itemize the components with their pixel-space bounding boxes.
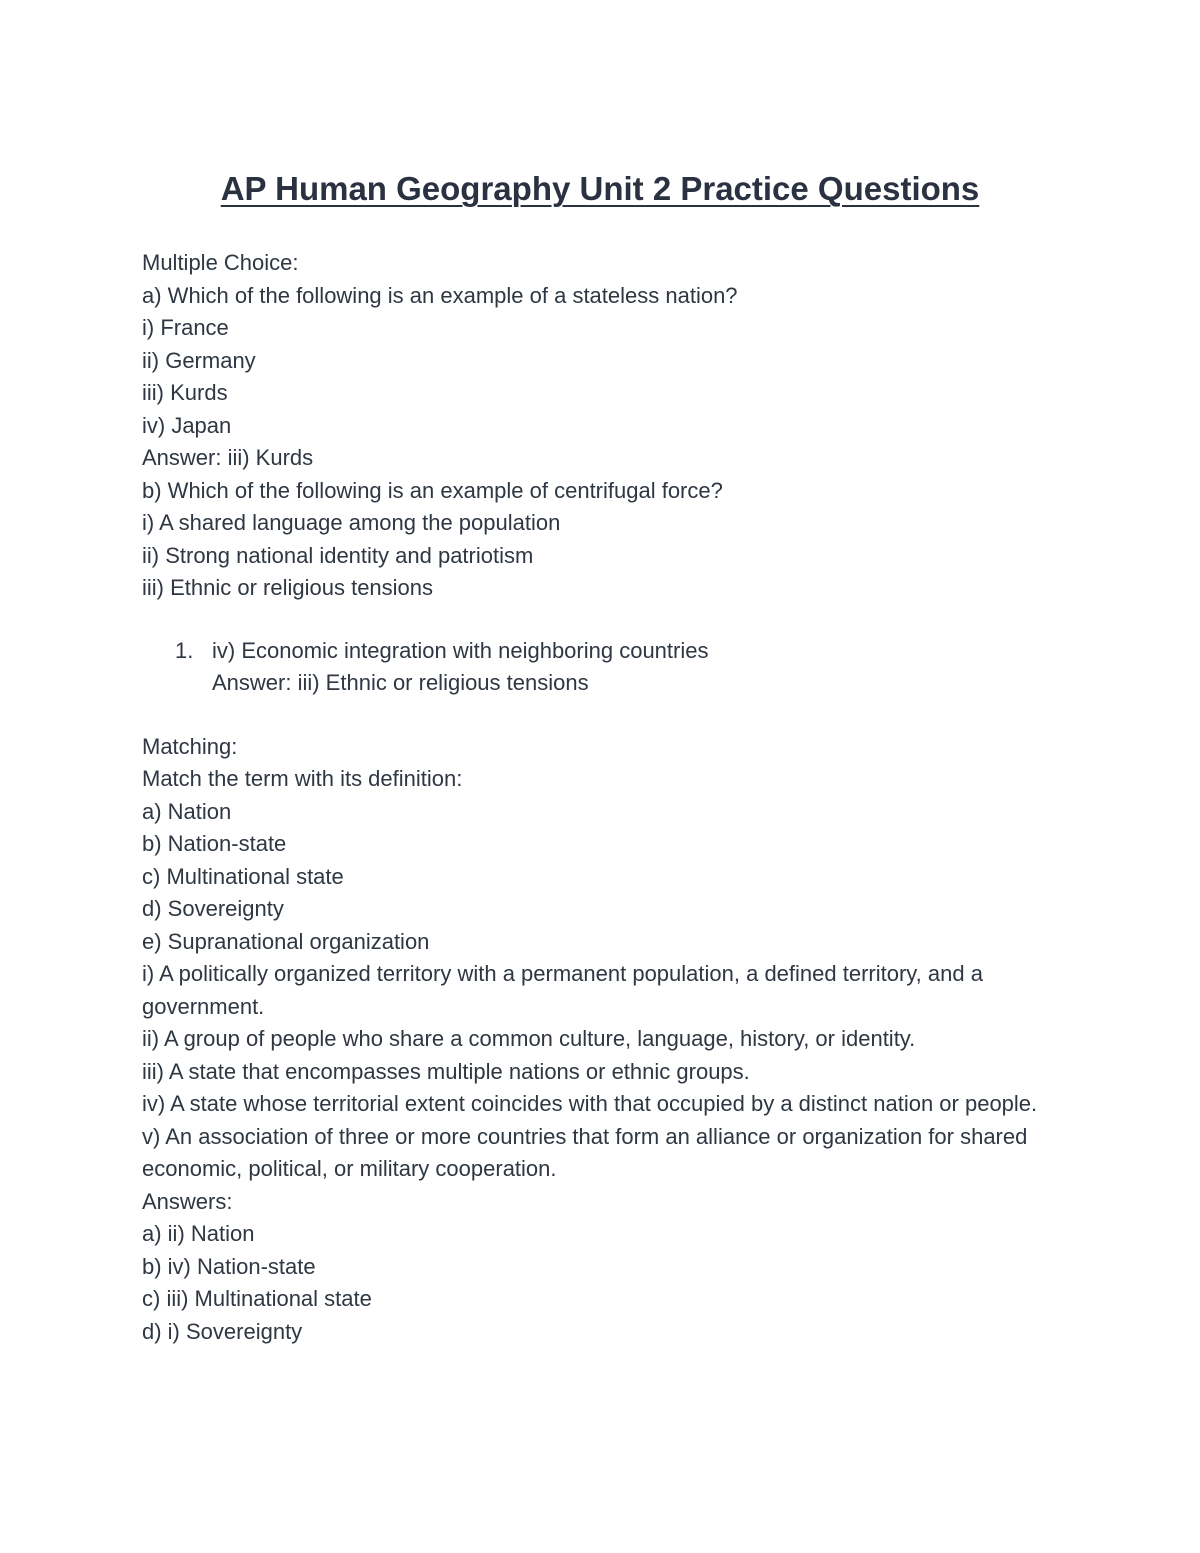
matching-term: c) Multinational state [142, 863, 344, 889]
question-a-option: i) France [142, 315, 229, 340]
matching-answer: d) i) Sovereignty [142, 1318, 303, 1344]
spacer [142, 700, 1062, 731]
question-b-answer: Answer: iii) Ethnic or religious tensions [212, 670, 589, 695]
question-b-option: iv) Economic integration with neighboring countries [212, 637, 709, 663]
question-b-option: i) A shared language among the population [142, 510, 561, 535]
matching-term: a) Nation [142, 798, 232, 824]
question-a-option: iv) Japan [142, 412, 232, 438]
answers-heading: Answers: [142, 1188, 233, 1214]
question-a-option: ii) Germany [142, 347, 256, 373]
question-a-answer: Answer: iii) Kurds [142, 445, 314, 470]
matching-definition: ii) A group of people who share a common culture, language, history, or identity. [142, 1026, 916, 1051]
matching-definition: iv) A state whose territorial extent coincides with that occupied by a distinct nation or people. [142, 1091, 1038, 1116]
matching-definition: v) An association of three or more countries that form an alliance or organization for shared economic, political, or military cooperation. [142, 1123, 1028, 1181]
document-body [142, 247, 1062, 1348]
question-b-option: iii) Ethnic or religious tensions [142, 575, 434, 600]
matching-instruction: Match the term with its definition: [142, 766, 463, 791]
matching-answer: c) iii) Multinational state [142, 1286, 372, 1311]
matching-answer: a) ii) Nation [142, 1221, 255, 1246]
question-a-option: iii) Kurds [142, 380, 228, 405]
question-b-option: ii) Strong national identity and patriotism [142, 542, 534, 568]
matching-term: d) Sovereignty [142, 896, 284, 921]
question-b: b) Which of the following is an example of centrifugal force? [142, 477, 723, 503]
list-number: 1. [175, 637, 194, 663]
matching-definition: iii) A state that encompasses multiple nations or ethnic groups. [142, 1058, 750, 1084]
matching-term: b) Nation-state [142, 831, 287, 856]
matching-term: e) Supranational organization [142, 928, 430, 954]
matching-answer: b) iv) Nation-state [142, 1253, 316, 1279]
page-title: AP Human Geography Unit 2 Practice Questions [220, 170, 980, 207]
section-heading-matching: Matching: [142, 733, 238, 759]
numbered-list-item [142, 635, 1062, 700]
section-heading-multiple-choice: Multiple Choice: [142, 250, 299, 275]
spacer [142, 605, 1062, 635]
question-a: a) Which of the following is an example of a stateless nation? [142, 282, 738, 308]
matching-definition: i) A politically organized territory with a permanent population, a defined territory, and a government. [142, 961, 983, 1019]
